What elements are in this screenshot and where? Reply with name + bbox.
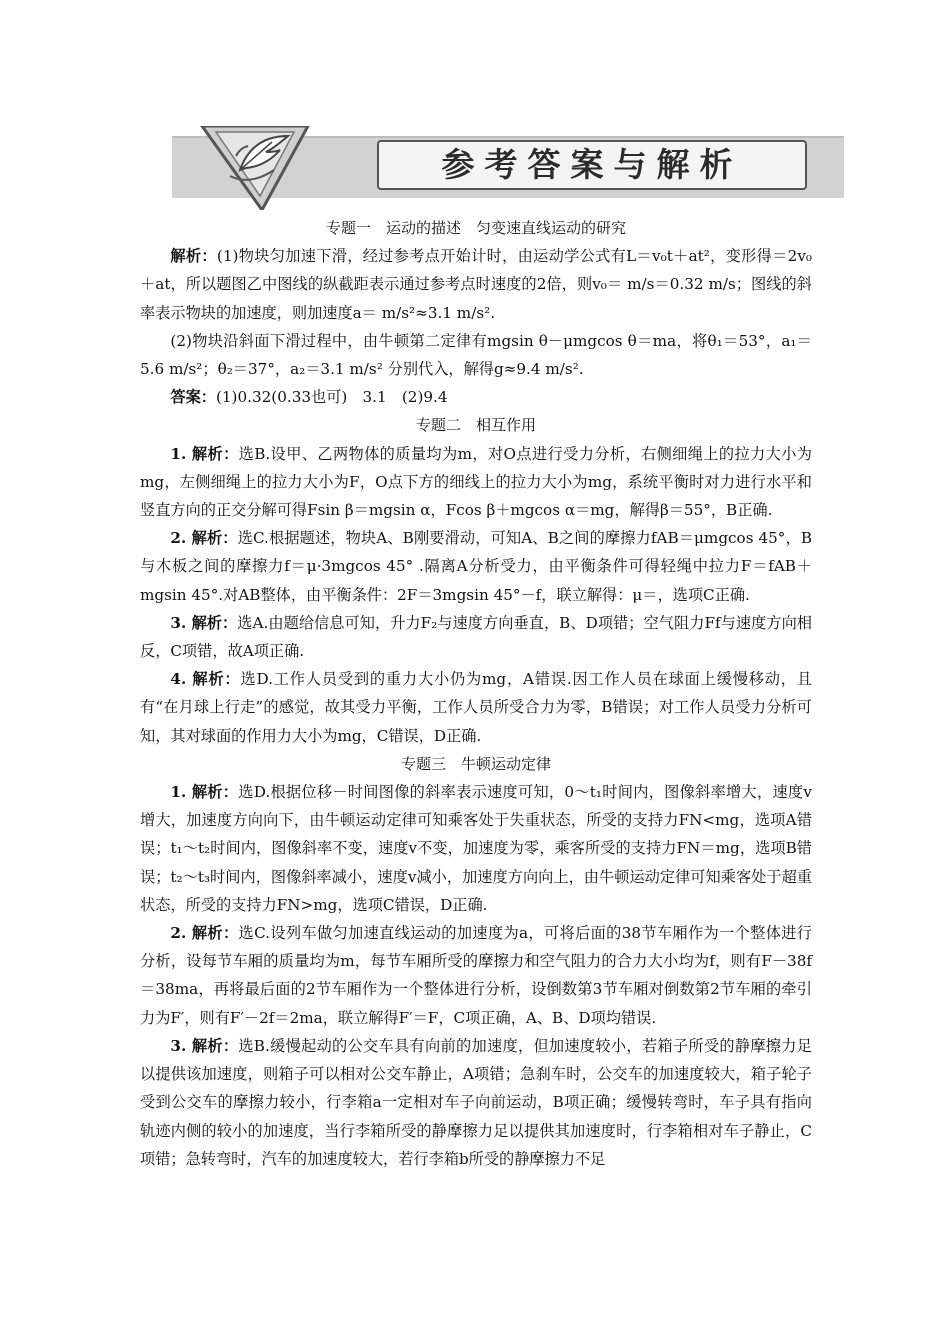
paragraph (140, 242, 812, 327)
paragraph-text: (1)0.32(0.33也可) 3.1 (2)9.4 (215, 388, 448, 407)
paragraph-label: 1. 解析： (170, 444, 239, 463)
paragraph-text: 选C.设列车做匀加速直线运动的加速度为a，可将后面的38节车厢作为一个整体进行分析，设每节车厢的质量均为m，每节车厢所受的摩擦力和空气阻力的合力大小均为f，则有F－38f＝38ma，再将最后面的2节车厢作为一个整体进行分析，设倒数第3节车厢对倒数第2节车厢的牵引力为F′，则有F′－2f＝2ma，联立解得F′＝F，C项正确，A、B、D项均错误. (140, 924, 812, 1027)
section-title: 专题一 运动的描述 匀变速直线运动的研究 (325, 219, 626, 237)
paragraph-text: (1)物块匀加速下滑，经过参考点开始计时，由运动学公式有L＝v₀t＋at²，变形得＝2v₀＋at，所以题图乙中图线的纵截距表示通过参考点时速度的2倍，则v₀＝ m/s＝0.32 m/s；图线的斜率表示物块的加速度，则加速度a＝ m/s²≈3.1 m/s². (140, 247, 813, 322)
paragraph (140, 524, 812, 609)
paragraph (140, 609, 812, 665)
paragraph (140, 778, 812, 919)
paragraph-label: 2. 解析： (170, 529, 238, 548)
paragraph-label: 3. 解析： (170, 613, 238, 632)
paragraph-text: 选C.根据题述，物块A、B刚要滑动，可知A、B之间的摩擦力fAB＝μmgcos 45°，B与木板之间的摩擦力f＝μ·3mgcos 45° .隔离A分析受力，由平衡条件可得轻绳中拉力F＝fAB＋mgsin 45°.对AB整体，由平衡条件：2F＝3mgsin 45°－f，联立解得：μ＝，选项C正确. (140, 529, 812, 604)
answer-banner (172, 128, 844, 200)
paragraph-text: (2)物块沿斜面下滑过程中，由牛顿第二定律有mgsin θ－μmgcos θ＝ma，将θ₁＝53°，a₁＝5.6 m/s²；θ₂＝37°，a₂＝3.1 m/s² 分别代入，解得g≈9.4 m/s². (140, 331, 812, 379)
section-title: 专题二 相互作用 (415, 416, 536, 435)
paragraph (140, 440, 812, 525)
paragraph-label: 2. 解析： (170, 924, 239, 943)
paragraph-label: 答案： (170, 388, 216, 407)
paragraph-text: 选B.设甲、乙两物体的质量均为m，对O点进行受力分析，右侧细绳上的拉力大小为mg，左侧细绳上的拉力大小为F，O点下方的细线上的拉力大小为mg，系统平衡时对力进行水平和竖直方向的正交分解可得Fsin β＝mgsin α，Fcos β＋mgcos α＝mg，解得β＝55°，B正确. (140, 444, 812, 520)
paragraph (140, 665, 812, 750)
paragraph-label: 3. 解析： (170, 1036, 239, 1055)
section-title: 专题三 牛顿运动定律 (400, 754, 551, 773)
paragraph-label: 1. 解析： (170, 783, 239, 802)
paragraph-label: 4. 解析： (170, 670, 241, 689)
page-title: 参考答案与解析 (441, 145, 743, 184)
paragraph (140, 919, 812, 1032)
paragraph-text: 选D.工作人员受到的重力大小仍为mg，A错误.因工作人员在球面上缓慢移动，且有“在月球上行走”的感觉，故其受力平衡，工作人员所受合力为零，B错误；对工作人员受力分析可知，其对球面的作用力大小为mg，C错误，D正确. (140, 670, 812, 745)
paragraph (140, 383, 812, 411)
quill-pen-v-logo-icon (200, 126, 310, 210)
paragraph (140, 327, 812, 383)
paragraph-label: 解析： (170, 247, 217, 266)
answer-content (140, 214, 812, 1173)
paragraph-text: 选D.根据位移－时间图像的斜率表示速度可知，0～t₁时间内，图像斜率增大，速度v增大，加速度方向向下，由牛顿运动定律可知乘客处于失重状态，所受的支持力FN<mg，选项A错误；t₁～t₂时间内，图像斜率不变，速度v不变，加速度为零，乘客所受的支持力FN＝mg，选项B错误；t₂～t₃时间内，图像斜率减小，速度v减小，加速度方向向上，由牛顿运动定律可知乘客处于超重状态，所受的支持力FN>mg，选项C错误，D正确. (140, 783, 812, 914)
paragraph-text: 选A.由题给信息可知，升力F₂与速度方向垂直，B、D项错；空气阻力Ff与速度方向相反，C项错，故A项正确. (140, 613, 812, 661)
paragraph (140, 1032, 812, 1173)
paragraph-text: 选B.缓慢起动的公交车具有向前的加速度，但加速度较小，若箱子所受的静摩擦力足以提供该加速度，则箱子可以相对公交车静止，A项错；急刹车时，公交车的加速度较大，箱子轮子受到公交车的摩擦力较小，行李箱a一定相对车子向前运动，B项正确；缓慢转弯时，车子具有指向轨迹内侧的较小的加速度，当行李箱所受的静摩擦力足以提供其加速度时，行李箱相对车子静止，C项错；急转弯时，汽车的加速度较大，若行李箱b所受的静摩擦力不足 (140, 1036, 812, 1168)
